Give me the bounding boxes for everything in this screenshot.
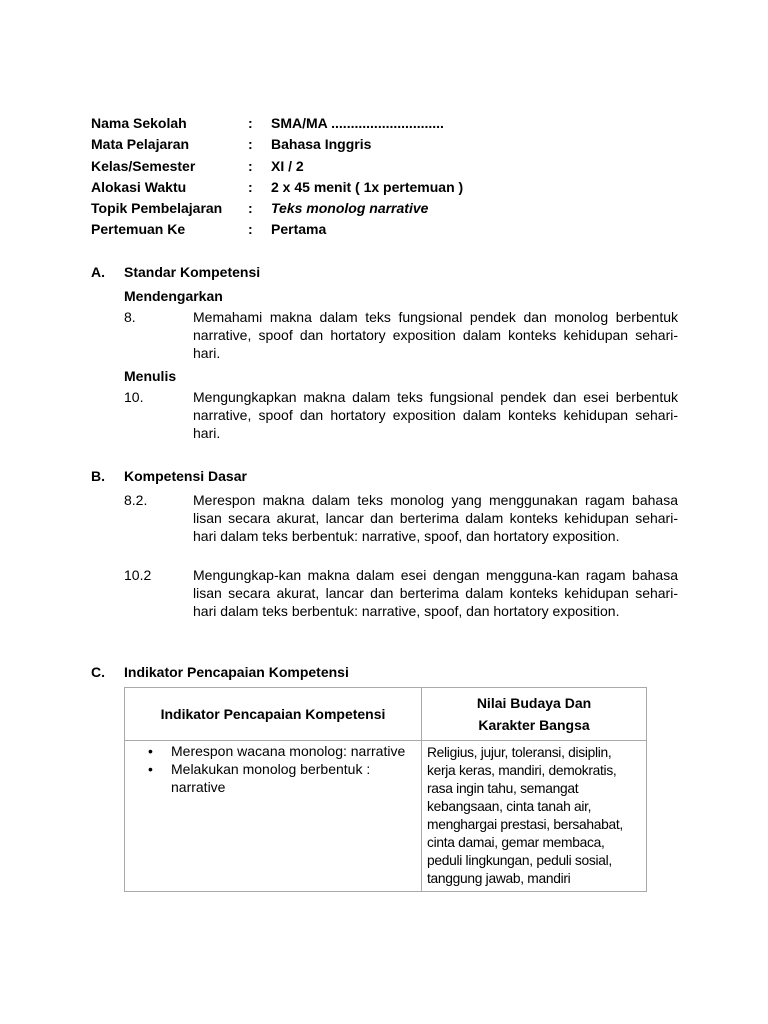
table-header-values xyxy=(422,688,647,741)
section-title: Kompetensi Dasar xyxy=(124,468,247,484)
section-letter: A. xyxy=(91,264,105,280)
header-text: Indikator Pencapaian Kompetensi xyxy=(160,706,386,722)
info-label: Pertemuan Ke xyxy=(91,221,186,238)
info-value: Bahasa Inggris xyxy=(271,136,372,153)
info-row-class xyxy=(91,157,691,178)
item-number: 10. xyxy=(124,389,144,405)
info-value: SMA/MA ............................. xyxy=(271,115,444,131)
info-label: Nama Sekolah xyxy=(91,115,187,131)
info-label: Alokasi Waktu xyxy=(91,178,187,195)
bullet-icon: • xyxy=(148,743,153,759)
subheading-mendengarkan: Mendengarkan xyxy=(124,288,223,304)
item-number: 8.2. xyxy=(124,492,148,508)
section-letter: C. xyxy=(91,664,105,680)
info-colon: : xyxy=(248,136,253,153)
info-row-subject xyxy=(91,135,691,156)
info-colon: : xyxy=(248,115,253,131)
table-row xyxy=(125,741,647,892)
item-text: Merespon makna dalam teks monolog yang menggunakan ragam bahasa lisan secara akurat, lancar dan berterima dalam konteks kehidupan sehari-hari dalam teks berbentuk: narrative, spoof, dan hortatory exposition. xyxy=(193,492,678,544)
info-value: XI / 2 xyxy=(271,157,304,174)
table-header-row xyxy=(125,688,647,741)
info-colon: : xyxy=(248,221,253,238)
bullet-icon: • xyxy=(148,761,153,777)
table-header-indicator xyxy=(125,688,422,741)
list-item-text: Merespon wacana monolog: narrative xyxy=(171,743,406,759)
info-value: Pertama xyxy=(271,221,327,238)
info-value: 2 x 45 menit ( 1x pertemuan ) xyxy=(271,178,464,195)
header-line: Karakter Bangsa xyxy=(478,717,590,733)
info-colon: : xyxy=(248,157,253,174)
subheading-menulis: Menulis xyxy=(124,368,177,384)
header-line: Nilai Budaya Dan xyxy=(476,695,592,711)
item-text: Memahami makna dalam teks fungsional pendek dan monolog berbentuk narrative, spoof dan hortatory exposition dalam konteks kehidupan sehari-hari. xyxy=(193,309,678,361)
info-colon: : xyxy=(248,200,253,217)
list-item xyxy=(133,742,417,760)
info-label: Mata Pelajaran xyxy=(91,136,190,153)
item-text: Mengungkap-kan makna dalam esei dengan mengguna-kan ragam bahasa lisan secara akurat, lancar dan berterima dalam konteks kehidupan sehari-hari dalam teks berbentuk: narrative, spoof, dan hortatory exposition. xyxy=(193,567,678,619)
indicator-list xyxy=(133,742,417,796)
info-colon: : xyxy=(248,178,253,195)
indicator-cell xyxy=(125,741,422,892)
list-item-text: Melakukan monolog berbentuk : narrative xyxy=(171,761,371,795)
values-cell: Religius, jujur, toleransi, disiplin, kerja keras, mandiri, demokratis, rasa ingin tahu, semangat kebangsaan, cinta tanah air, menghargai prestasi, bersahabat, cinta damai, gemar membaca, peduli lingkungan, peduli sosial, tanggung jawab, mandiri xyxy=(422,741,647,892)
list-item xyxy=(133,760,417,796)
info-label: Topik Pembelajaran xyxy=(91,200,223,217)
info-row-topic xyxy=(91,199,691,220)
info-label: Kelas/Semester xyxy=(91,157,196,174)
section-letter: B. xyxy=(91,468,105,484)
section-title: Indikator Pencapaian Kompetensi xyxy=(124,664,349,680)
info-row-school xyxy=(91,114,691,135)
item-text: Mengungkapkan makna dalam teks fungsional pendek dan esei berbentuk narrative, spoof dan hortatory exposition dalam konteks kehidupan sehari-hari. xyxy=(193,389,678,441)
item-number: 8. xyxy=(124,309,136,325)
header-info xyxy=(91,114,691,240)
info-row-meeting xyxy=(91,220,691,240)
section-title: Standar Kompetensi xyxy=(124,264,261,280)
info-row-time xyxy=(91,178,691,199)
indicator-table xyxy=(124,687,647,892)
info-value: Teks monolog narrative xyxy=(271,200,429,217)
item-number: 10.2 xyxy=(124,567,152,583)
